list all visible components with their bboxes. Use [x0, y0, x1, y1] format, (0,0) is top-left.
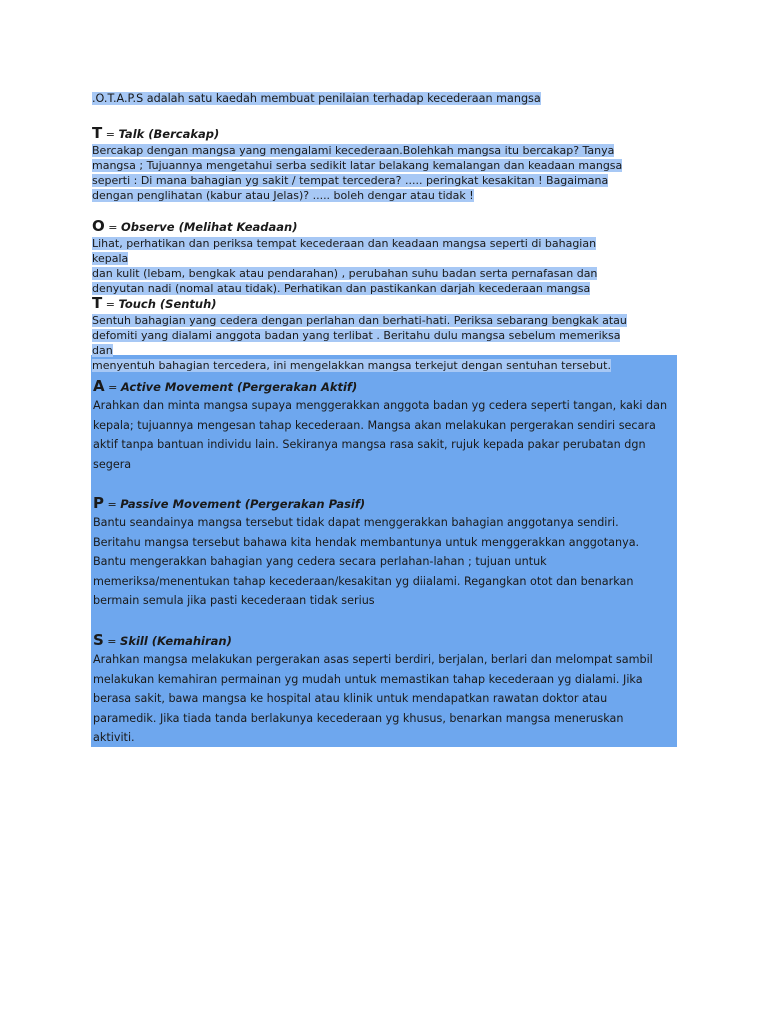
section-observe — [92, 216, 632, 296]
active-body: Arahkan dan minta mangsa supaya menggerakkan anggota badan yg cedera seperti tangan, kaki dan kepala; tujuannya mengesan tahap kecederaan. Mangsa akan melakukan pergerakan sendiri secara aktif tanpa bantuan individu lain. Sekiranya mangsa rasa sakit, rujuk kepada pakar perubatan dgn segera — [93, 399, 668, 471]
section-passive-heading: P = Passive Movement (Pergerakan Pasif) — [93, 494, 366, 512]
observe-letter: O — [92, 217, 105, 235]
observe-title: Observe (Melihat Keadaan) — [120, 220, 298, 234]
passive-title: Passive Movement (Pergerakan Pasif) — [120, 497, 366, 511]
section-talk-heading: T = Talk (Bercakap) — [92, 124, 220, 142]
active-title: Active Movement (Pergerakan Aktif) — [120, 380, 358, 394]
section-touch-heading: T = Touch (Sentuh) — [92, 294, 217, 312]
section-talk — [92, 123, 632, 203]
skill-body: Arahkan mangsa melakukan pergerakan asas seperti berdiri, berjalan, berlari dan melompat sambil melakukan kemahiran permainan yg mudah untuk memastikan tahap kecederaan yg dialami. Jika berasa sakit, bawa mangsa ke hospital atau klinik untuk mendapatkan rawatan doktor atau paramedik. Jika tiada tanda berlakunya kecederaan yg khusus, benarkan mangsa meneruskan aktiviti. — [93, 653, 653, 744]
section-observe-heading: O = Observe (Melihat Keadaan) — [92, 217, 298, 235]
talk-title: Talk (Bercakap) — [118, 127, 220, 141]
intro-text: .O.T.A.P.S adalah satu kaedah membuat penilaian terhadap kecederaan mangsa — [92, 92, 541, 105]
skill-letter: S — [93, 631, 104, 649]
section-skill — [93, 630, 675, 748]
observe-body: Lihat, perhatikan dan periksa tempat kecederaan dan keadaan mangsa seperti di bahagian kepala dan kulit (lebam, bengkak atau pendarahan) , perubahan suhu badan serta pernafasan dan denyutan nadi (nomal atau tidak). Perhatikan dan pastikankan darjah kecederaan mangsa — [92, 237, 598, 295]
touch-title: Touch (Sentuh) — [118, 297, 217, 311]
intro-line — [92, 91, 541, 106]
touch-body: Sentuh bahagian yang cedera dengan perlahan dan berhati-hati. Periksa sebarang bengkak atau defomiti yang dialami anggota badan yang terlibat . Beritahu dulu mangsa sebelum memeriksa dan menyentuh bahagian tercedera, ini mengelakkan mangsa terkejut dengan sentuhan tersebut. — [92, 314, 627, 372]
section-skill-heading: S = Skill (Kemahiran) — [93, 631, 232, 649]
skill-title: Skill (Kemahiran) — [120, 634, 232, 648]
section-active-heading: A = Active Movement (Pergerakan Aktif) — [93, 377, 358, 395]
section-active — [93, 376, 675, 474]
talk-letter: T — [92, 124, 103, 142]
passive-letter: P — [93, 494, 104, 512]
talk-body: Bercakap dengan mangsa yang mengalami kecederaan.Bolehkah mangsa itu bercakap? Tanya mangsa ; Tujuannya mengetahui serba sedikit latar belakang kemalangan dan keadaan mangsa seperti : Di mana bahagian yg sakit / tempat tercedera? ..... peringkat kesakitan ! Bagaimana dengan penglihatan (kabur atau Jelas)? ..... boleh dengar atau tidak ! — [92, 144, 623, 202]
passive-body: Bantu seandainya mangsa tersebut tidak dapat menggerakkan bahagian anggotanya sendiri. Beritahu mangsa tersebut bahawa kita hendak membantunya untuk menggerakkan anggotanya. Bantu mengerakkan bahagian yang cedera secara perlahan-lahan ; tujuan untuk memeriksa/menentukan tahap kecederaan/kesakitan yg diialami. Regangkan otot dan benarkan bermain semula jika pasti kecederaan tidak serius — [93, 516, 640, 607]
active-letter: A — [93, 377, 105, 395]
touch-letter: T — [92, 294, 103, 312]
section-passive — [93, 493, 675, 611]
section-touch — [92, 293, 632, 373]
